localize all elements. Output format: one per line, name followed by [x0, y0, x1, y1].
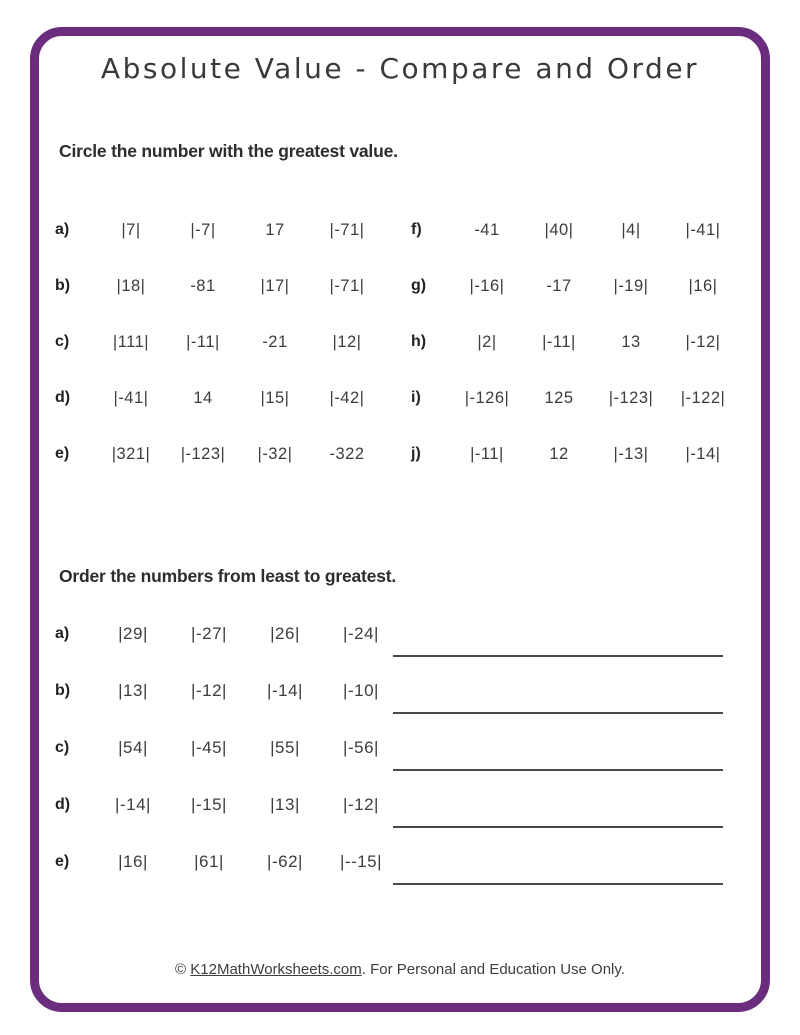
question-label: h)	[411, 333, 427, 350]
question-value: 14	[193, 388, 213, 407]
question-row	[411, 426, 739, 482]
question-value: |-12|	[343, 795, 379, 814]
question-value: |-19|	[613, 276, 649, 295]
question-value: |-71|	[329, 220, 365, 239]
question-value: |-10|	[343, 681, 379, 700]
question-label: g)	[411, 277, 427, 294]
question-value: |13|	[270, 795, 300, 814]
worksheet-frame	[30, 27, 770, 1012]
question-value: |-41|	[685, 220, 721, 239]
footer-copyright	[39, 961, 761, 978]
question-value: -41	[474, 220, 500, 239]
question-value: |4|	[621, 220, 641, 239]
compare-grid-right-column	[411, 202, 739, 482]
question-row	[55, 258, 383, 314]
question-value: |-14|	[267, 681, 303, 700]
order-rows	[39, 617, 761, 885]
question-label: b)	[55, 277, 71, 294]
question-value: |321|	[111, 444, 151, 463]
answer-blank-line	[393, 826, 723, 828]
question-value: |-123|	[180, 444, 226, 463]
answer-blank-line	[393, 883, 723, 885]
question-value: |26|	[270, 624, 300, 643]
question-value: |29|	[118, 624, 148, 643]
question-value: |15|	[260, 388, 290, 407]
question-label: d)	[55, 389, 71, 406]
question-value: |16|	[118, 852, 148, 871]
question-value: -81	[190, 276, 216, 295]
question-value: |-56|	[343, 738, 379, 757]
question-row	[411, 370, 739, 426]
question-value: |-13|	[613, 444, 649, 463]
question-value: |13|	[118, 681, 148, 700]
order-question-block	[55, 845, 761, 885]
question-value: |-41|	[113, 388, 149, 407]
question-value: |-14|	[115, 795, 151, 814]
compare-grid-left-column	[55, 202, 383, 482]
question-label: c)	[55, 333, 70, 350]
question-value: |-16|	[469, 276, 505, 295]
footer-suffix: . For Personal and Education Use Only.	[361, 961, 625, 978]
order-question-block	[55, 674, 761, 714]
question-value: |-15|	[191, 795, 227, 814]
question-label: a)	[55, 625, 70, 642]
order-question-block	[55, 617, 761, 657]
question-value: |16|	[688, 276, 718, 295]
question-value: |-32|	[257, 444, 293, 463]
question-value: -17	[546, 276, 572, 295]
question-value: |111|	[112, 332, 150, 351]
question-label: b)	[55, 682, 71, 699]
question-label: a)	[55, 221, 70, 238]
question-value: |12|	[332, 332, 362, 351]
question-value: |-123|	[608, 388, 654, 407]
question-row	[55, 788, 761, 822]
question-value: |-27|	[191, 624, 227, 643]
question-label: e)	[55, 853, 70, 870]
question-value: 12	[549, 444, 569, 463]
question-value: -322	[329, 444, 365, 463]
question-value: |7|	[121, 220, 141, 239]
question-label: f)	[411, 221, 422, 238]
question-row	[55, 845, 761, 879]
question-value: |-11|	[470, 444, 504, 463]
k12mathworksheets-link[interactable]: K12MathWorksheets.com	[190, 961, 362, 978]
question-value: |-12|	[685, 332, 721, 351]
worksheet-title: Absolute Value - Compare and Order	[100, 52, 700, 85]
order-question-block	[55, 731, 761, 771]
question-row	[55, 202, 383, 258]
question-value: |-126|	[464, 388, 510, 407]
question-value: |61|	[194, 852, 224, 871]
question-value: |-14|	[685, 444, 721, 463]
question-row	[411, 258, 739, 314]
question-row	[55, 426, 383, 482]
question-label: i)	[411, 389, 421, 406]
answer-blank-line	[393, 712, 723, 714]
question-value: |-24|	[343, 624, 379, 643]
question-label: j)	[411, 445, 421, 462]
question-value: |54|	[118, 738, 148, 757]
question-value: -21	[262, 332, 288, 351]
question-label: c)	[55, 739, 70, 756]
question-row	[55, 314, 383, 370]
section1-instruction: Circle the number with the greatest value.	[59, 141, 398, 161]
compare-grid	[39, 202, 761, 482]
question-value: |-45|	[191, 738, 227, 757]
question-value: |-11|	[186, 332, 220, 351]
question-value: 17	[265, 220, 285, 239]
question-label: d)	[55, 796, 71, 813]
question-value: |-7|	[190, 220, 216, 239]
footer-prefix: ©	[175, 961, 191, 978]
question-value: |17|	[260, 276, 290, 295]
question-row	[55, 731, 761, 765]
answer-blank-line	[393, 769, 723, 771]
question-value: |40|	[544, 220, 574, 239]
question-value: |-12|	[191, 681, 227, 700]
question-row	[55, 674, 761, 708]
question-row	[55, 617, 761, 651]
section2-instruction: Order the numbers from least to greatest.	[59, 566, 397, 586]
question-row	[55, 370, 383, 426]
question-value: |55|	[270, 738, 300, 757]
question-row	[411, 202, 739, 258]
question-value: |2|	[477, 332, 497, 351]
question-value: |-42|	[329, 388, 365, 407]
answer-blank-line	[393, 655, 723, 657]
question-value: |-71|	[329, 276, 365, 295]
question-value: |-11|	[542, 332, 576, 351]
question-value: 13	[621, 332, 641, 351]
question-row	[411, 314, 739, 370]
order-question-block	[55, 788, 761, 828]
question-value: |--15|	[339, 852, 383, 871]
question-value: 125	[544, 388, 574, 407]
question-value: |18|	[116, 276, 146, 295]
question-value: |-62|	[267, 852, 303, 871]
question-label: e)	[55, 445, 70, 462]
question-value: |-122|	[680, 388, 726, 407]
